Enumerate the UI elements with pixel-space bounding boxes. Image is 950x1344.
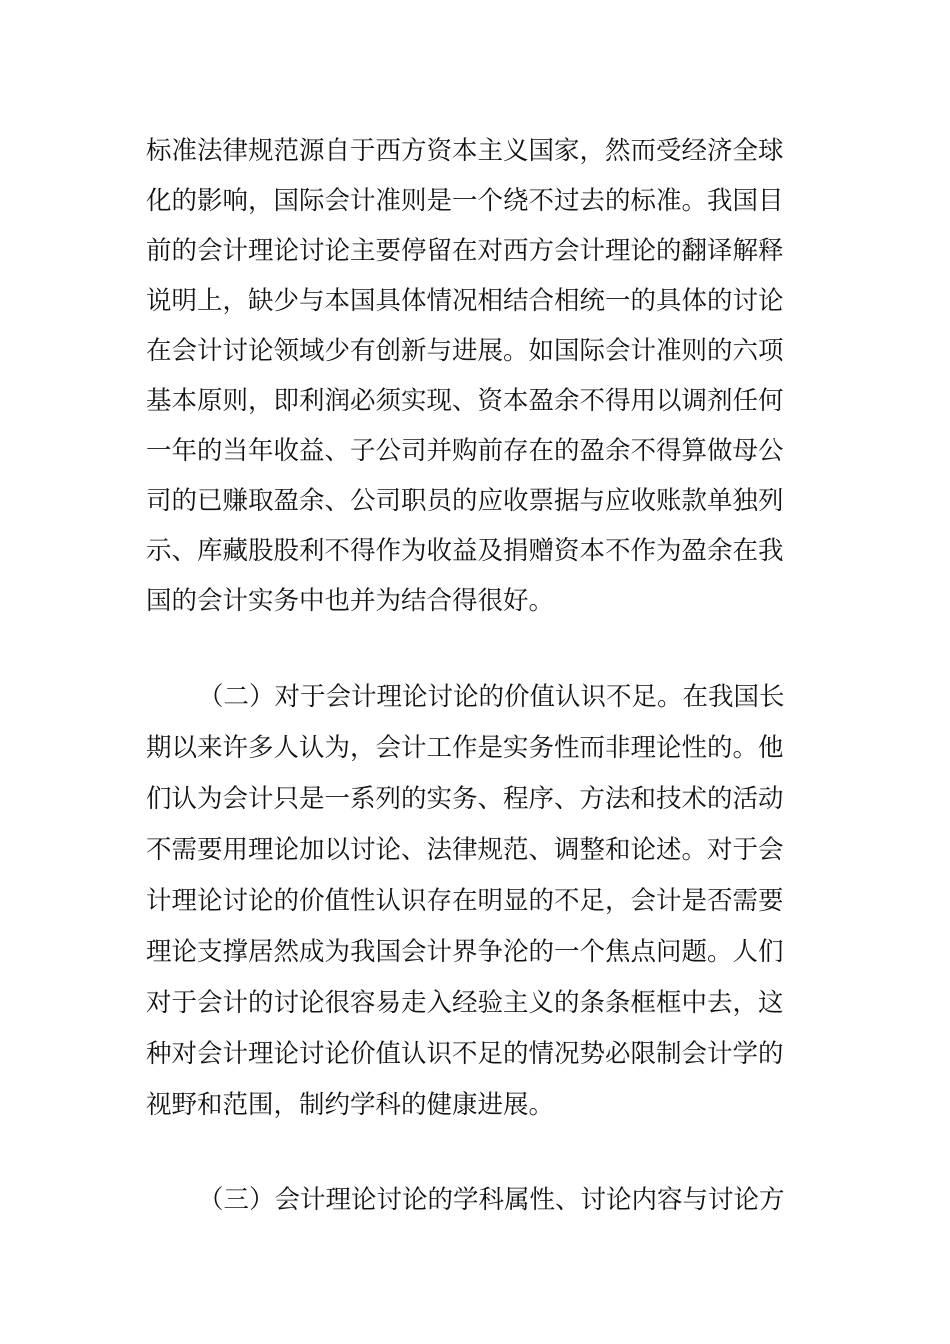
text-line: 理论支撑居然成为我国会计界争沦的一个焦点问题。人们 [146, 937, 784, 967]
text-line: 司的已赚取盈余、公司职员的应收票据与应收账款单独列 [146, 486, 784, 516]
text-line: （三）会计理论讨论的学科属性、讨论内容与讨论方 [198, 1185, 785, 1215]
text-line: 化的影响，国际会计准则是一个绕不过去的标准。我国目 [146, 186, 784, 216]
text-line: 国的会计实务中也并为结合得很好。 [146, 586, 555, 616]
text-line: （二）对于会计理论讨论的价值认识不足。在我国长 [198, 682, 785, 712]
text-line: 计理论讨论的价值性认识存在明显的不足，会计是否需要 [146, 886, 784, 916]
text-line: 们认为会计只是一系列的实务、程序、方法和技术的活动 [146, 784, 784, 814]
text-line: 视野和范围，制约学科的健康进展。 [146, 1090, 555, 1120]
text-line: 说明上，缺少与本国具体情况相结合相统一的具体的讨论 [146, 286, 784, 316]
text-line: 基本原则，即利润必须实现、资本盈余不得用以调剂任何 [146, 386, 784, 416]
text-line: 标准法律规范源自于西方资本主义国家，然而受经济全球 [146, 136, 784, 166]
text-line: 种对会计理论讨论价值认识不足的情况势必限制会计学的 [146, 1039, 784, 1069]
text-line: 期以来许多人认为，会计工作是实务性而非理论性的。他 [146, 733, 784, 763]
text-line: 前的会计理论讨论主要停留在对西方会计理论的翻译解释 [146, 236, 784, 266]
text-line: 示、库藏股股利不得作为收益及捐赠资本不作为盈余在我 [146, 536, 784, 566]
text-line: 不需要用理论加以讨论、法律规范、调整和论述。对于会 [146, 835, 784, 865]
text-line: 在会计讨论领域少有创新与进展。如国际会计准则的六项 [146, 336, 784, 366]
text-line: 一年的当年收益、子公司并购前存在的盈余不得算做母公 [146, 436, 784, 466]
text-line: 对于会计的讨论很容易走入经验主义的条条框框中去，这 [146, 988, 784, 1018]
